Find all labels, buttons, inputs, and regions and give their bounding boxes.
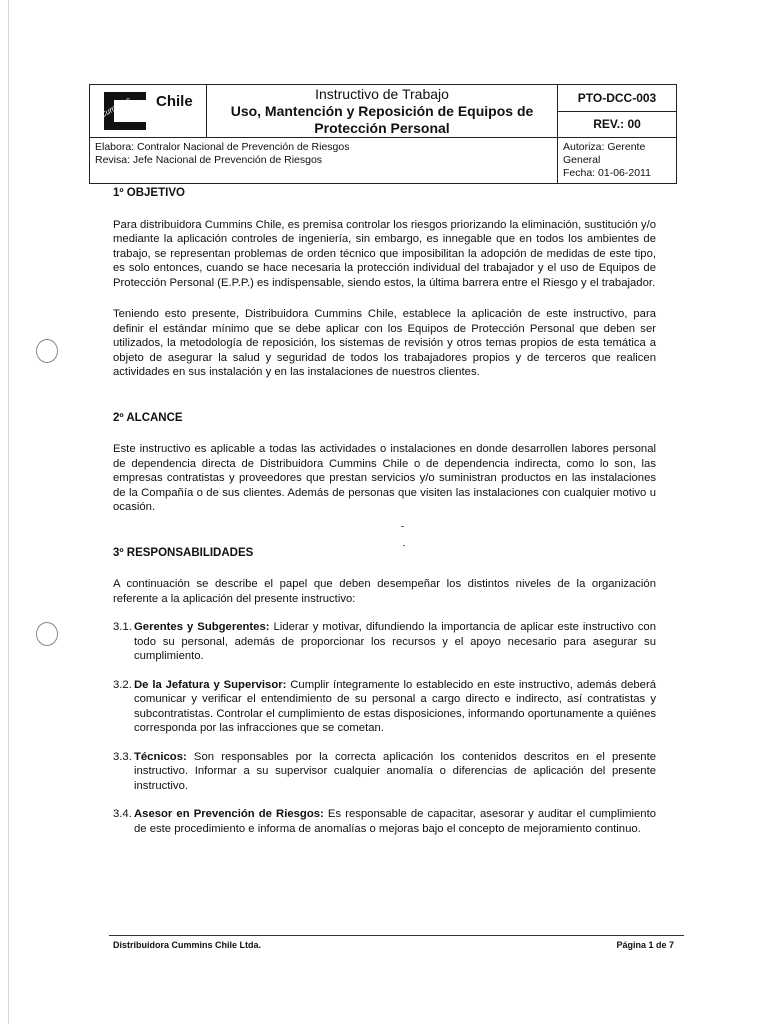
logo-wordmark: Cummins xyxy=(98,95,133,120)
scan-speck xyxy=(403,545,405,546)
document-revision: REV.: 00 xyxy=(558,111,677,138)
item-text: Liderar y motivar, difundiendo la importancia de aplicar este instructivo con todo su personal, además de proporcionar los recursos y el apoyo necesario para asegurar su cumplimiento. xyxy=(134,621,656,662)
autoriza-line: Autoriza: Gerente General xyxy=(563,141,646,166)
item-number: 3.4. xyxy=(113,808,132,820)
item-text: Es responsable de capacitar, asesorar y auditar el cumplimiento de este procedimiento e informa de anomalías o mejoras bajo el concepto de mejoramiento continuo. xyxy=(134,808,656,835)
item-text: Cumplir íntegramente lo establecido en este instructivo, además deberá comunicar y verificar el entendimiento de su personal a cargo directo e indirecto, así contratistas y subcontratistas. Controlar el cumplimiento de estas disposiciones, informando oportunamente a quiénes corresponda por las infracciones que se cometan. xyxy=(134,678,656,734)
punch-hole-top xyxy=(36,339,58,363)
list-item xyxy=(113,750,656,794)
item-term: Asesor en Prevención de Riesgos: xyxy=(134,808,324,820)
page-number: Página 1 de 7 xyxy=(616,940,674,950)
document-title-block xyxy=(207,85,558,138)
paragraph: Teniendo esto presente, Distribuidora Cummins Chile, establece la aplicación de este instructivo, para definir el estándar mínimo que se debe aplicar con los Equipos de Protección Personal que deben ser utilizados, la metodología de reposición, los sistemas de revisión y otros temas propios de esta temática a objeto de asegurar la salud y seguridad de todos los trabajadores propios y de terceros que realicen actividades en sus instalación y en las instalaciones de nuestros clientes. xyxy=(113,308,656,378)
document-code: PTO-DCC-003 xyxy=(558,85,677,112)
footer-company: Distribuidora Cummins Chile Ltda. xyxy=(113,940,262,950)
cummins-logo-icon xyxy=(94,88,154,134)
paragraph: Este instructivo es aplicable a todas las actividades o instalaciones en donde desarrollen labores personal de dependencia directa de Distribuidora Cummins Chile o de dependencia indirecta, como lo son, las empresas contratistas y proveedores que prestan servicios y/o suministran productos en las instalaciones de la Compañía o de sus clientes. Además de personas que visiten las instalaciones con cualquier motivo u ocasión. xyxy=(113,443,656,513)
item-term: Técnicos: xyxy=(134,750,187,763)
list-item xyxy=(113,678,656,736)
list-item xyxy=(113,620,656,664)
scan-speck xyxy=(401,526,404,527)
section-alcance xyxy=(113,411,656,515)
section-heading: 3º RESPONSABILIDADES xyxy=(113,546,254,559)
footer-divider xyxy=(109,935,684,936)
author-cell xyxy=(90,138,558,184)
document-body xyxy=(113,186,656,867)
logo-cell xyxy=(90,85,207,138)
item-term: De la Jefatura y Supervisor: xyxy=(134,678,287,691)
item-number: 3.1. xyxy=(113,621,132,633)
document-title-line1: Uso, Mantención y Reposición de Equipos de xyxy=(230,102,534,119)
document-type: Instructivo de Trabajo xyxy=(315,85,449,102)
item-text: Son responsables por la correcta aplicación los contenidos descritos en el presente instructivo. Informar a su supervisor cualquier anomalía o diferencias de aplicación del presente instructivo. xyxy=(134,750,656,792)
item-number: 3.2. xyxy=(113,678,132,691)
section-responsabilidades xyxy=(113,546,656,837)
item-number: 3.3. xyxy=(113,750,132,763)
scan-left-edge xyxy=(8,0,9,1024)
revisa-line: Revisa: Jefe Nacional de Prevención de Riesgos xyxy=(95,154,323,166)
section-heading: 2º ALCANCE xyxy=(113,411,183,424)
document-header xyxy=(89,84,677,184)
paragraph: Para distribuidora Cummins Chile, es premisa controlar los riesgos priorizando la eliminación, sustitución y/o mediante la aplicación controles de ingeniería, sin embargo, es innegable que en todos los ambientes de trabajo, se representan problemas de orden técnico que imposibilitan la adopción de medidas de este tipo, es solo entonces, cuando se hace necesaria la protección individual del trabajador y el uso de Equipos de Protección Personal (E.P.P.) es indispensable, siendo estos, la última barrera entre el Riesgo y el trabajador. xyxy=(113,218,656,289)
section-objetivo xyxy=(113,186,656,380)
approval-cell xyxy=(558,138,677,184)
paragraph: A continuación se describe el papel que deben desempeñar los distintos niveles de la organización referente a la aplicación del presente instructivo: xyxy=(113,578,656,605)
section-heading: 1º OBJETIVO xyxy=(113,187,185,199)
list-item xyxy=(113,807,656,836)
punch-hole-bottom xyxy=(36,622,58,646)
fecha-line: Fecha: 01-06-2011 xyxy=(563,167,651,179)
elabora-line: Elabora: Contralor Nacional de Prevención de Riesgos xyxy=(95,141,350,153)
logo-country: Chile xyxy=(156,93,193,110)
item-term: Gerentes y Subgerentes: xyxy=(134,621,270,633)
document-title-line2: Protección Personal xyxy=(314,119,450,136)
